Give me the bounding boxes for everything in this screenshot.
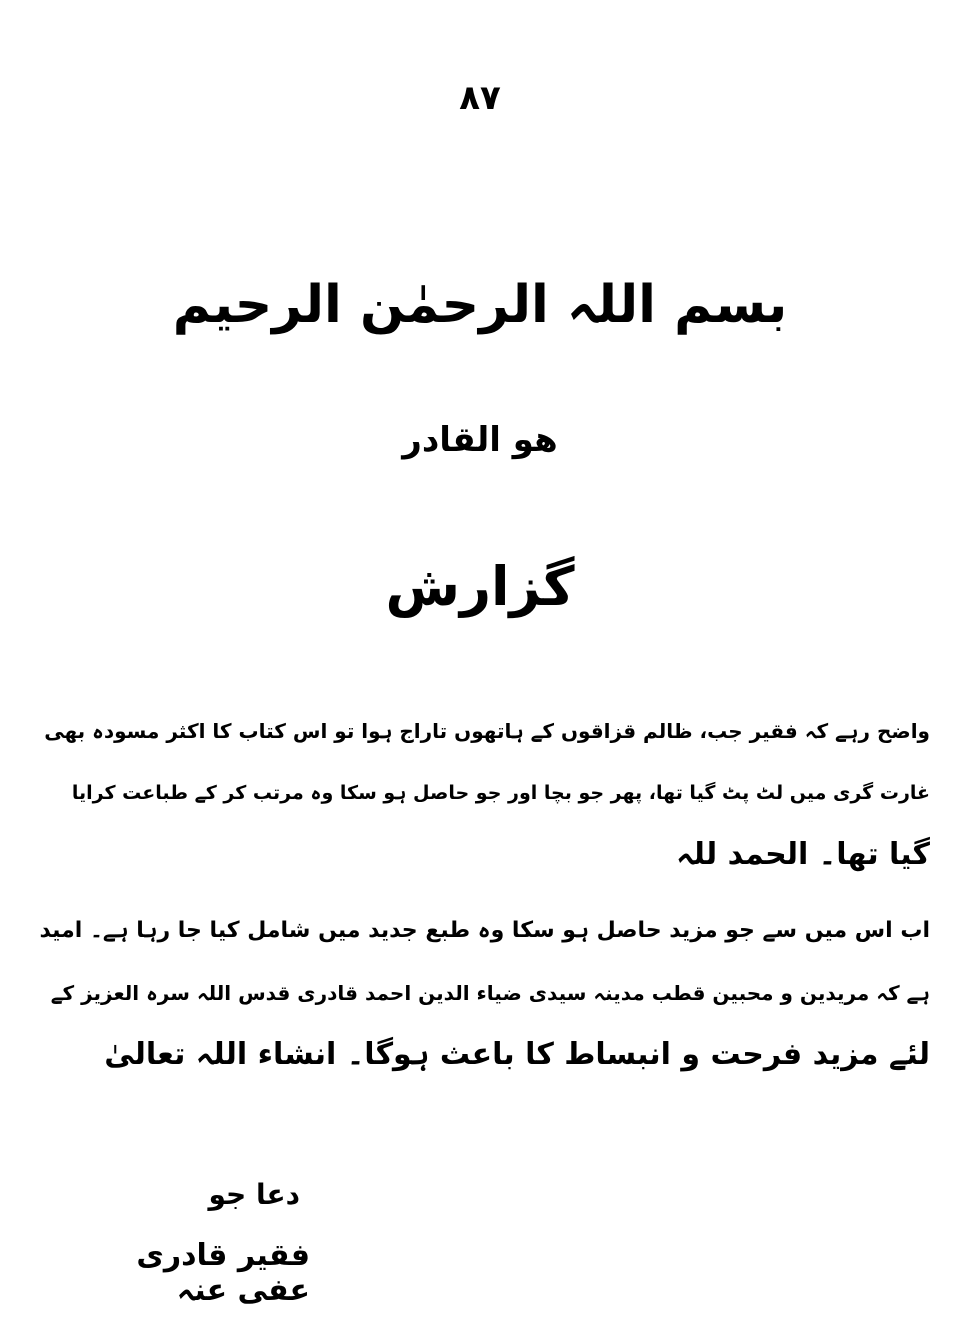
subheading: ھو القادر <box>402 420 558 460</box>
bismillah-heading: بسم اللہ الرحمٰن الرحیم <box>172 275 788 335</box>
paragraph-line: غارت گری میں لٹ پٹ گیا تھا، پھر جو بچا اور جو حاصل ہو سکا وہ مرتب کر کے طباعت کرایا <box>71 782 930 804</box>
paragraph-1 <box>30 700 930 886</box>
paragraph-line: گیا تھا۔ الحمد للہ <box>676 837 930 872</box>
page-title: گزارش <box>385 555 575 618</box>
paragraph-2 <box>30 900 930 1086</box>
signature-label: دعا جو <box>208 1178 300 1211</box>
page-number: ٨٧ <box>459 78 501 118</box>
paragraph-line: واضح رہے کہ فقیر جب، ظالم قزاقوں کے ہاتھوں تاراج ہوا تو اس کتاب کا اکثر مسودہ بھی <box>44 719 930 743</box>
paragraph-line: اب اس میں سے جو مزید حاصل ہو سکا وہ طبع جدید میں شامل کیا جا رہا ہے۔ امید <box>39 918 930 943</box>
signature-name: فقیر قادری عفی عنہ <box>136 1238 310 1308</box>
paragraph-line: ہے کہ مریدین و محبین قطب مدینہ سیدی ضیاء الدین احمد قادری قدس اللہ سرہ العزیز کے <box>50 981 930 1005</box>
paragraph-line: لئے مزید فرحت و انبساط کا باعث ہوگا۔ انشاء اللہ تعالیٰ <box>104 1037 930 1072</box>
